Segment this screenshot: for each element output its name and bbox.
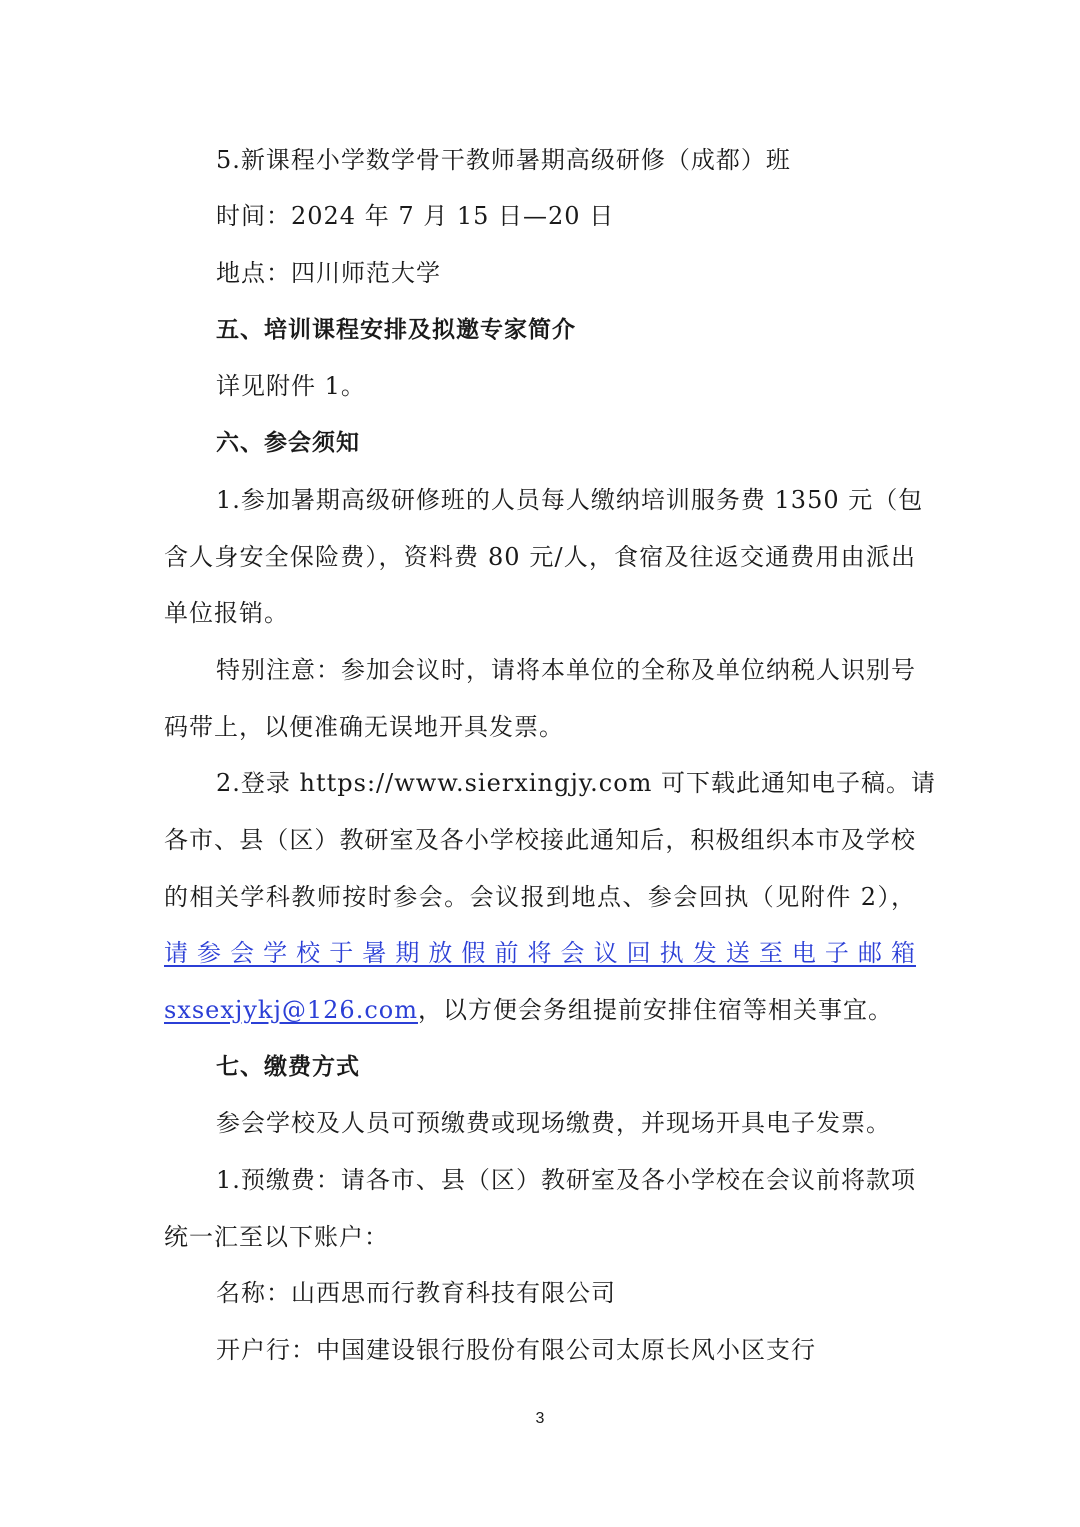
account-name: 名称：山西思而行教育科技有限公司 (216, 1279, 616, 1307)
notice-2-line-3: 的相关学科教师按时参会。会议报到地点、参会回执（见附件 2）， (164, 883, 916, 911)
email-link[interactable]: sxsexjykj@126.com (164, 996, 418, 1024)
class-5-time: 时间：2024 年 7 月 15 日—20 日 (216, 202, 615, 230)
section-5-text: 详见附件 1。 (216, 372, 366, 400)
page-number: 3 (535, 1410, 545, 1427)
class-5-location: 地点：四川师范大学 (216, 259, 441, 287)
special-note-line-2: 码带上，以便准确无误地开具发票。 (164, 713, 564, 741)
notice-2-line-5 (164, 994, 893, 1026)
prepay-line-2: 统一汇至以下账户： (164, 1223, 389, 1251)
class-5-title: 5.新课程小学数学骨干教师暑期高级研修（成都）班 (216, 146, 791, 174)
section-7-heading: 七、缴费方式 (216, 1054, 360, 1080)
notice-2-line-1: 2.登录 https://www.sierxingjy.com 可下载此通知电子稿。请 (216, 769, 937, 797)
account-bank: 开户行：中国建设银行股份有限公司太原长风小区支行 (216, 1336, 816, 1364)
notice-1-line-2: 含人身安全保险费），资料费 80 元/人，食宿及往返交通费用由派出 (164, 543, 916, 571)
notice-1-line-1: 1.参加暑期高级研修班的人员每人缴纳培训服务费 1350 元（包 (216, 486, 924, 514)
notice-2-email-instruction-link[interactable]: 请参会学校于暑期放假前将会议回执发送至电子邮箱 (164, 939, 916, 967)
notice-2-line-2: 各市、县（区）教研室及各小学校接此通知后，积极组织本市及学校 (164, 826, 916, 854)
section-6-heading: 六、参会须知 (216, 430, 360, 456)
special-note-line-1: 特别注意：参加会议时，请将本单位的全称及单位纳税人识别号 (216, 656, 916, 684)
payment-intro: 参会学校及人员可预缴费或现场缴费，并现场开具电子发票。 (216, 1109, 891, 1137)
notice-2-line-5-text: ，以方便会务组提前安排住宿等相关事宜。 (417, 996, 893, 1024)
notice-1-line-3: 单位报销。 (164, 599, 289, 627)
section-5-heading: 五、培训课程安排及拟邀专家简介 (216, 317, 576, 343)
prepay-line-1: 1.预缴费：请各市、县（区）教研室及各小学校在会议前将款项 (216, 1166, 916, 1194)
